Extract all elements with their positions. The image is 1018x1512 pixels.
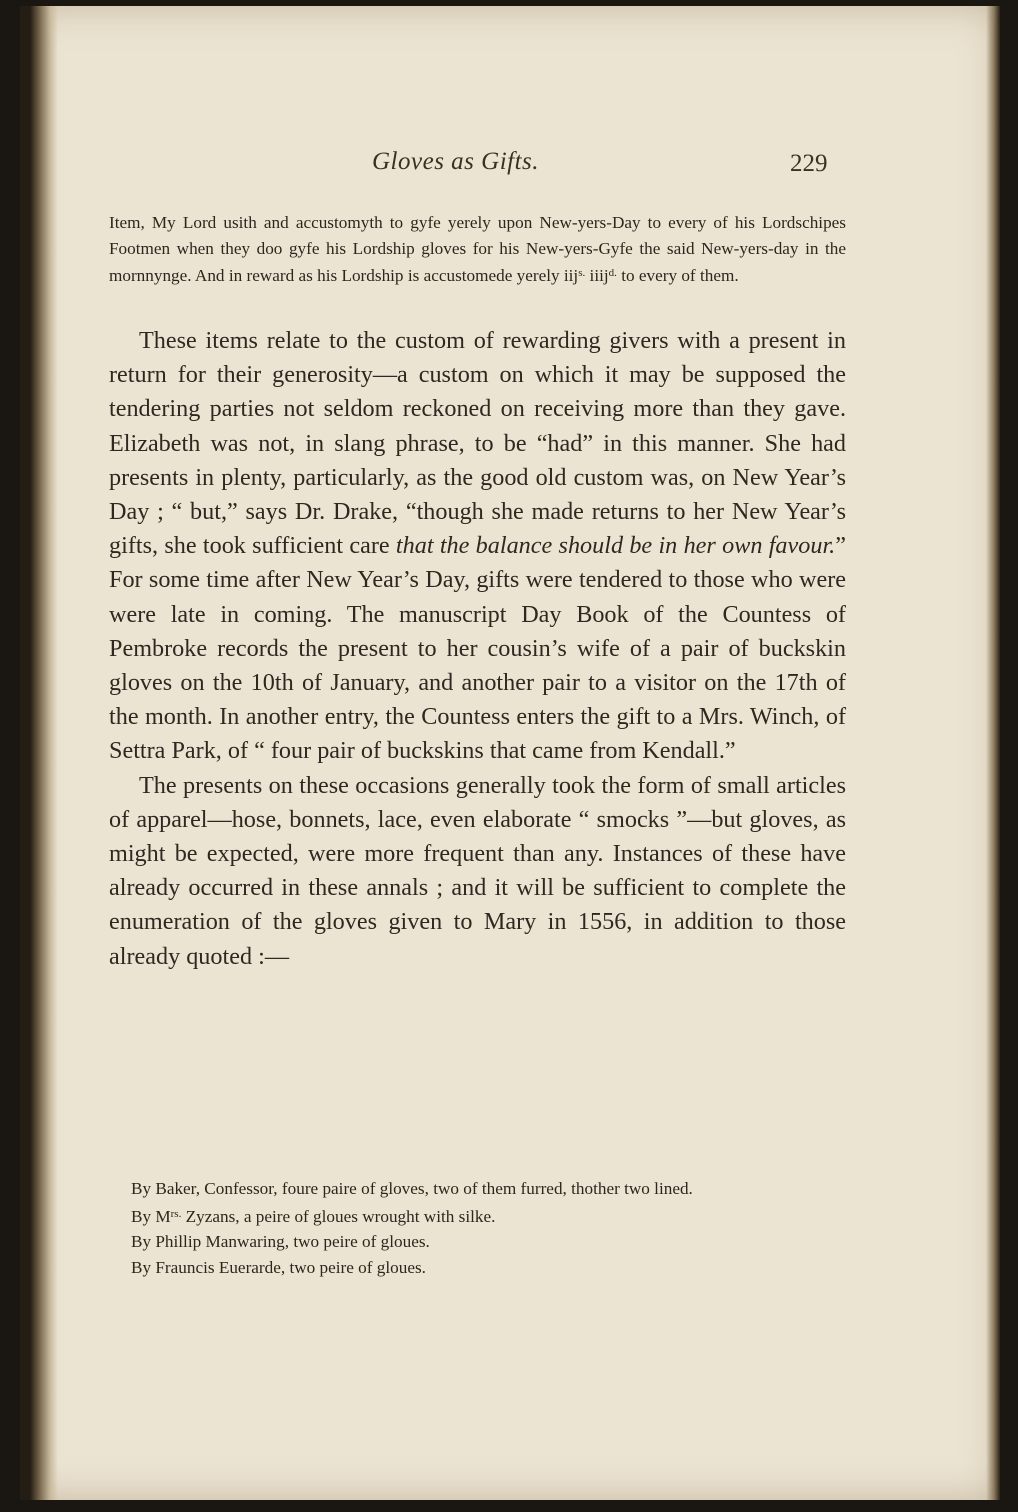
page-number: 229 [790,150,828,177]
book-spine-shadow [20,6,58,1500]
quote-paragraph: Item, My Lord usith and accustomyth to gyfe yerely upon New-yers-Day to every of his Lordschipes Footmen when they doo gyfe his Lordship gloves for his New-yers-Gyfe the said New-yers-day in the mornnynge. And in reward as his Lordship is accustomede yerely iij$^{s.}$ iiij$^{d.}$ to every of them. [109,213,846,285]
paragraph-1: These items relate to the custom of rewarding givers with a present in return for their generosity—a custom on which it may be supposed the tendering parties not seldom reckoned on receiving more than they gave. Elizabeth was not, in slang phrase, to be “had” in this manner. She had presents in plenty, particularly, as the good old custom was, on New Year’s Day ; “ but,” says Dr. Drake, “though she made returns to her New Year’s gifts, she took sufficient care that the balance should be in her own favour.” For some time after New Year’s Day, gifts were tendered to those who were were late in coming. The manuscript Day Book of the Countess of Pembroke records the present to her cousin’s wife of a pair of buckskin gloves on the 10th of January, and another pair to a visitor on the 17th of the month. In another entry, the Countess enters the gift to a Mrs. Winch, of Settra Park, of “ four pair of buckskins that came from Kendall.” [109,327,846,765]
list-item: By Phillip Manwaring, two peire of gloues. [131,1232,430,1251]
list-item: By $M^{rs.}$ Zyzans, a peire of gloues wrought with silke. [131,1206,496,1226]
gift-list [109,1176,846,1280]
list-item: By Baker, Confessor, foure paire of gloves, two of them furred, thother two lined. [131,1179,693,1198]
list-item: By Frauncis Euerarde, two peire of gloues. [131,1257,426,1277]
book-page [20,6,1000,1500]
quote-block [109,210,846,289]
paragraph-2: The presents on these occasions generally took the form of small articles of apparel—hose, bonnets, lace, even elaborate “ smocks ”—but gloves, as might be expected, were more frequent than any. Instances of these have already occurred in these annals ; and it will be sufficient to complete the enumeration of the gloves given to Mary in 1556, in addition to those already quoted :— [109,771,846,970]
running-title: Gloves as Gifts. [372,148,540,175]
running-header [20,148,1000,192]
italic-phrase: that the balance should be in her own favour. [395,532,836,560]
main-text [109,324,846,974]
page-edge-shadow [986,6,1000,1500]
